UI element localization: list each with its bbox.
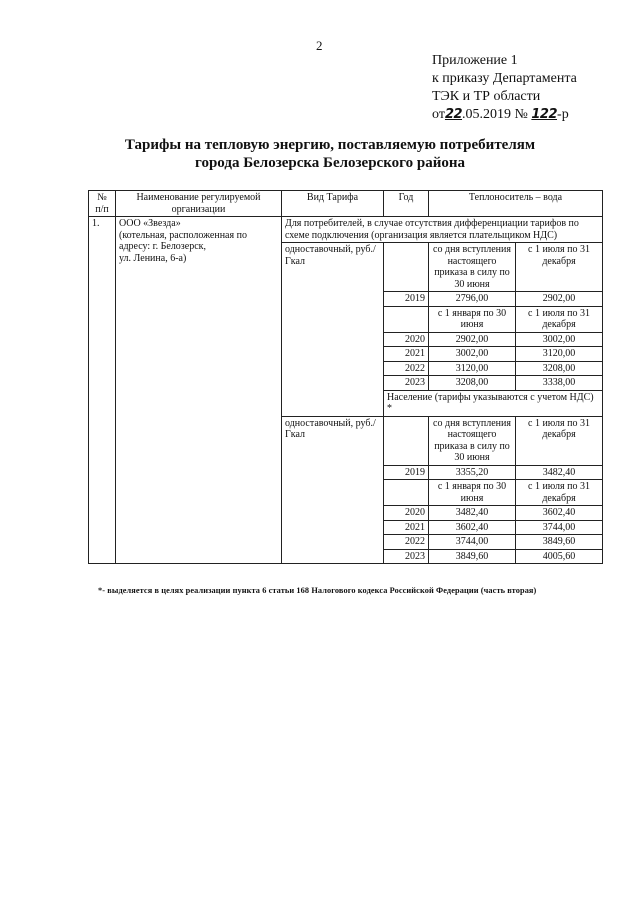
- tariff-table: [88, 190, 603, 564]
- year-cell: 2021: [384, 347, 429, 362]
- header-number: № п/п: [89, 191, 116, 217]
- year-cell: 2021: [384, 520, 429, 535]
- order-number-handwritten: 122: [531, 107, 558, 122]
- section-2-tariff-type: одноставочный, руб./Гкал: [282, 416, 384, 564]
- year-cell: 2023: [384, 376, 429, 391]
- appendix-line-3: ТЭК и ТР области: [432, 89, 541, 104]
- period-a-first: со дня вступления настоящего приказа в силу по 30 июня: [429, 416, 516, 465]
- year-cell: 2022: [384, 361, 429, 376]
- page-number: 2: [316, 38, 323, 53]
- title-line-2: города Белозерска Белозерского района: [195, 155, 465, 171]
- row-number: 1.: [89, 217, 116, 564]
- year-cell: 2023: [384, 549, 429, 564]
- value-b: 3849,60: [516, 535, 603, 550]
- year-cell: 2019: [384, 292, 429, 307]
- appendix-header: [432, 52, 577, 124]
- value-a: 3120,00: [429, 361, 516, 376]
- value-a: 3602,40: [429, 520, 516, 535]
- organization-street: ул. Ленина, 6-а): [119, 252, 187, 264]
- value-a: 3482,40: [429, 506, 516, 521]
- value-b: 3602,40: [516, 506, 603, 521]
- table-header-row: [89, 191, 603, 217]
- period-b: с 1 июля по 31 декабря: [516, 480, 603, 506]
- document-title: [90, 136, 570, 172]
- year-cell: 2019: [384, 465, 429, 480]
- period-b-first: с 1 июля по 31 декабря: [516, 243, 603, 292]
- value-a: 3744,00: [429, 535, 516, 550]
- year-cell: [384, 480, 429, 506]
- year-cell: 2022: [384, 535, 429, 550]
- value-b: 3338,00: [516, 376, 603, 391]
- organization-cell: [116, 217, 282, 564]
- section-1-tariff-type: одноставочный, руб./Гкал: [282, 243, 384, 417]
- period-a: с 1 января по 30 июня: [429, 480, 516, 506]
- year-cell: 2020: [384, 506, 429, 521]
- appendix-line-2: к приказу Департамента: [432, 71, 577, 86]
- date-rest: .05.2019 №: [462, 107, 528, 122]
- organization-name: ООО «Звезда»: [119, 218, 181, 229]
- value-a: 3355,20: [429, 465, 516, 480]
- value-a: 3849,60: [429, 549, 516, 564]
- value-b: 3744,00: [516, 520, 603, 535]
- year-cell: [384, 416, 429, 465]
- footnote: *- выделяется в целях реализации пункта 6 статьи 168 Налогового кодекса Российской Федерации (часть вторая): [98, 586, 537, 595]
- period-a-first: со дня вступления настоящего приказа в силу по 30 июня: [429, 243, 516, 292]
- header-organization: Наименование регулируемой организации: [116, 191, 282, 217]
- value-b: 2902,00: [516, 292, 603, 307]
- value-b: 3120,00: [516, 347, 603, 362]
- year-cell: [384, 243, 429, 292]
- date-prefix: от: [432, 107, 445, 122]
- section-1-heading: Для потребителей, в случае отсутствия дифференциации тарифов по схеме подключения (организация является плательщиком НДС): [282, 217, 603, 243]
- value-b: 3208,00: [516, 361, 603, 376]
- value-a: 3208,00: [429, 376, 516, 391]
- value-a: 2902,00: [429, 332, 516, 347]
- header-heat-carrier: Теплоноситель – вода: [429, 191, 603, 217]
- value-b: 3482,40: [516, 465, 603, 480]
- period-b: с 1 июля по 31 декабря: [516, 306, 603, 332]
- appendix-date-line: [432, 106, 577, 124]
- section-1-heading-row: [89, 217, 603, 243]
- order-suffix: -р: [557, 107, 569, 122]
- period-a: с 1 января по 30 июня: [429, 306, 516, 332]
- value-b: 3002,00: [516, 332, 603, 347]
- value-b: 4005,60: [516, 549, 603, 564]
- value-a: 2796,00: [429, 292, 516, 307]
- year-cell: 2020: [384, 332, 429, 347]
- date-day-handwritten: 22: [444, 107, 463, 122]
- header-year: Год: [384, 191, 429, 217]
- organization-detail: (котельная, расположенная по адресу: г. Белозерск,: [119, 229, 247, 252]
- section-2-heading: Население (тарифы указываются с учетом НДС) *: [384, 390, 603, 416]
- year-cell: [384, 306, 429, 332]
- period-b-first: с 1 июля по 31 декабря: [516, 416, 603, 465]
- value-a: 3002,00: [429, 347, 516, 362]
- header-tariff-type: Вид Тарифа: [282, 191, 384, 217]
- title-line-1: Тарифы на тепловую энергию, поставляемую потребителям: [124, 137, 536, 153]
- appendix-line-1: Приложение 1: [432, 53, 518, 68]
